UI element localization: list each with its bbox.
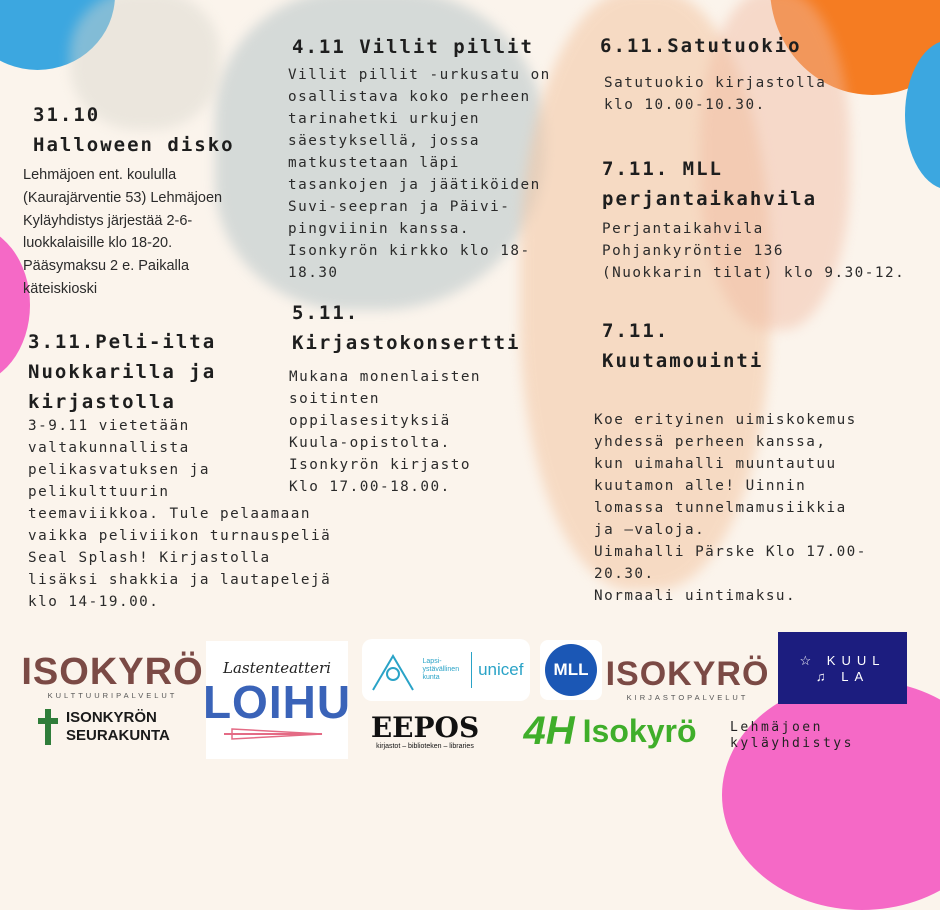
house-icon xyxy=(369,646,417,694)
cross-icon xyxy=(38,709,58,745)
unicef-word: unicef xyxy=(478,660,524,679)
event-kuutamouinti-title: 7.11. Kuutamouinti xyxy=(602,320,764,372)
loihu-logo xyxy=(202,641,352,759)
event-satutuokio-text: Satutuokio kirjastolla klo 10.00-10.30. xyxy=(604,75,827,113)
eepos-sub: kirjastot – biblioteken – libraries xyxy=(376,742,474,750)
event-kirjastokonsertti-title: 5.11. Kirjastokonsertti xyxy=(292,302,521,354)
kuula-line1: ☆ KUUL xyxy=(799,652,886,668)
seurakunta-logo xyxy=(38,707,198,747)
kuula-line1-text: KUUL xyxy=(826,652,886,668)
mll-logo xyxy=(540,640,602,700)
kuula-logo xyxy=(778,632,907,704)
event-villit-pillit-text: Villit pillit -urkusatu on osallistava koko perheen tarinahetki urkujen säestyksellä, jossa matkustetaan läpi tasankojen ja jäätiköiden Suvi-seepran ja Päivi- pingviinin kanssa. Isonkyrön kirkko klo 18- 18.30 xyxy=(288,67,551,281)
kuula-line2: ♫ LA xyxy=(815,668,870,684)
lehmajoki-logo xyxy=(730,720,854,752)
unicef-left2: ystävällinen xyxy=(422,666,460,673)
seurakunta-line1: ISONKYRÖN xyxy=(66,709,157,726)
unicef-logo xyxy=(362,639,530,701)
isokyro2-sub: KIRJASTOPALVELUT xyxy=(626,692,749,702)
unicef-left1: Lapsi- xyxy=(422,658,442,665)
event-kirjastokonsertti-text: Mukana monenlaisten soitinten oppilasesityksiä Kuula-opistolta. Isonkyrön kirjasto Klo 17.00-18.00. xyxy=(289,369,482,495)
pink-circle-bottom-right xyxy=(722,680,940,910)
mll-word: MLL xyxy=(553,660,589,679)
kuutamouinti-line: Koe erityinen uimiskokemus yhdessä perheen kanssa, kun uimahalli muuntautuu kuutamon alle! Uinnin lomassa tunnelmamusiikkia ja –valoja. Uimahalli Pärske Klo 17.00- 20.30. Normaali uintimaksu. xyxy=(594,412,867,604)
lehmajoki-line1: Lehmäjoen xyxy=(730,720,823,735)
event-peli-ilta-text: 3-9.11 vietetään valtakunnallista pelikasvatuksen ja pelikulttuurin teemaviikkoa. Tule pelaamaan vaikka peliviikon turnauspeliä Seal Splash! Kirjastolla lisäksi shakkia ja lautapelejä klo 14-19.00. xyxy=(28,418,332,610)
fourh-logo xyxy=(508,706,712,756)
event-satutuokio-title: 6.11.Satutuokio xyxy=(600,35,802,57)
lehmajoki-line2: kyläyhdistys xyxy=(730,736,854,751)
isokyro-kirjastopalvelut-logo xyxy=(605,652,770,704)
feather-icon xyxy=(222,727,332,741)
unicef-left3: kunta xyxy=(422,674,440,681)
event-villit-pillit-title: 4.11 Villit pillit xyxy=(292,36,534,58)
fourh-word: Isokyrö xyxy=(582,712,697,749)
event-mll-text: Perjantaikahvila Pohjankyröntie 136 (Nuokkarin tilat) klo 9.30-12. xyxy=(602,221,906,281)
isokyro2-wordmark: ISOKYRÖ xyxy=(605,654,770,693)
seurakunta-line2: SEURAKUNTA xyxy=(66,727,170,744)
fourh-mark: 4H xyxy=(523,708,575,753)
isokyro-wordmark: ISOKYRÖ xyxy=(21,650,204,693)
event-peli-ilta-title: 3.11.Peli-ilta Nuokkarilla ja kirjastolla xyxy=(28,331,217,413)
kuula-line2-text: LA xyxy=(841,668,870,684)
isokyro-kulttuuripalvelut-logo xyxy=(21,650,204,702)
event-kuutamouinti-text xyxy=(594,387,884,629)
event-mll-title: 7.11. MLL perjantaikahvila xyxy=(602,158,818,210)
loihu-word: LOIHU xyxy=(202,676,352,728)
eepos-logo xyxy=(362,707,488,755)
event-halloween-title: 31.10 Halloween disko xyxy=(33,104,235,156)
loihu-top: Lastenteatteri xyxy=(223,659,331,677)
mll-badge xyxy=(545,644,597,696)
isokyro-sub: KULTTUURIPALVELUT xyxy=(47,690,178,700)
eepos-word: EEPOS xyxy=(370,710,480,744)
event-halloween-text: Lehmäjoen ent. koululla (Kaurajärventie 53) Lehmäjoen Kyläyhdistys järjestää 2-6- luokkalaisille klo 18-20. Pääsymaksu 2 e. Paikalla käteiskioski xyxy=(23,167,223,297)
